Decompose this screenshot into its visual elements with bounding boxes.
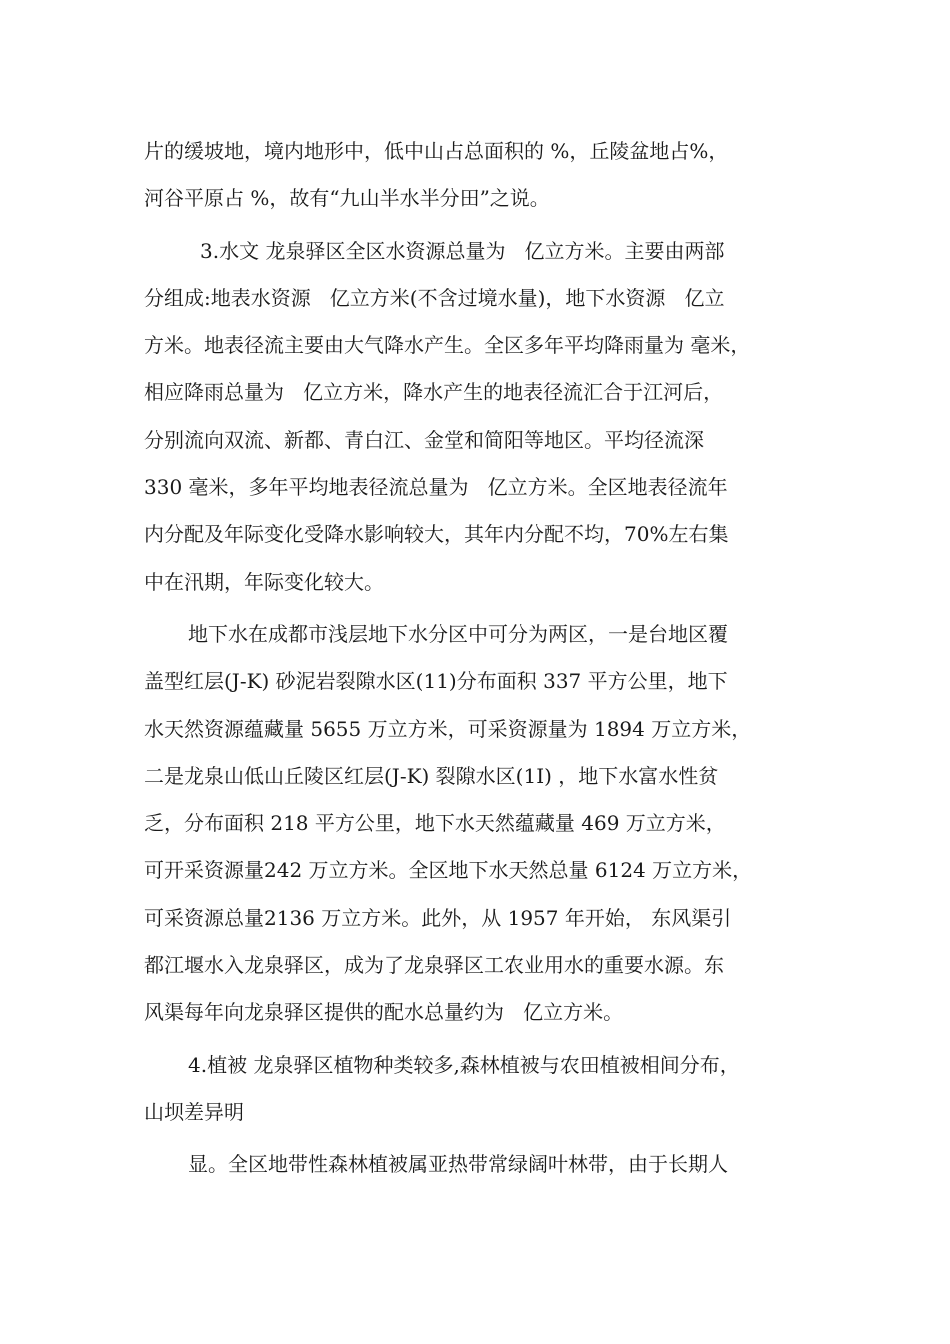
- section-heading-vegetation: 4.植被 龙泉驿区植物种类较多,森林植被与农田植被相间分布，: [188, 1052, 740, 1077]
- paragraph-groundwater: 地下水在成都市浅层地下水分区中可分为两区，一是台地区覆: [188, 621, 728, 646]
- text-line: 都江堰水入龙泉驿区，成为了龙泉驿区工农业用水的重要水源。东: [144, 953, 724, 978]
- text-line: 方米。地表径流主要由大气降水产生。全区多年平均降雨量为 毫米，: [144, 333, 751, 358]
- document-body: [144, 128, 824, 1189]
- text-line: 盖型红层(J-K) 砂泥岩裂隙水区(11)分布面积 337 平方公里，地下: [144, 669, 728, 694]
- text-line: 分别流向双流、新都、青白江、金堂和简阳等地区。平均径流深: [144, 427, 704, 452]
- section-heading-hydrology: 3.水文 龙泉驿区全区水资源总量为 亿立方米。主要由两部: [200, 238, 725, 263]
- text-line: 中在汛期，年际变化较大。: [144, 569, 384, 594]
- text-line: 可开采资源量242 万立方米。全区地下水天然总量 6124 万立方米，: [144, 858, 753, 883]
- text-line: 水天然资源蕴藏量 5655 万立方米，可采资源量为 1894 万立方米，: [144, 716, 752, 741]
- text-line: 乏，分布面积 218 平方公里，地下水天然蕴藏量 469 万立方米，: [144, 811, 726, 836]
- text-line: 330 毫米，多年平均地表径流总量为 亿立方米。全区地表径流年: [144, 475, 728, 500]
- text-line: 内分配及年际变化受降水影响较大，其年内分配不均，70%左右集: [144, 522, 729, 547]
- text-line: 分组成:地表水资源 亿立方米(不含过境水量)，地下水资源 亿立: [144, 285, 725, 310]
- text-line: 显。全区地带性森林植被属亚热带常绿阔叶林带，由于长期人: [188, 1152, 728, 1177]
- text-line: 可采资源总量2136 万立方米。此外，从 1957 年开始， 东风渠引: [144, 905, 732, 930]
- text-line: 风渠每年向龙泉驿区提供的配水总量约为 亿立方米。: [144, 1000, 624, 1025]
- text-line: 山坝差异明: [144, 1099, 244, 1124]
- text-line: 二是龙泉山低山丘陵区红层(J-K) 裂隙水区(1I) ，地下水富水性贫: [144, 763, 719, 788]
- text-line: 相应降雨总量为 亿立方米，降水产生的地表径流汇合于江河后，: [144, 380, 724, 405]
- text-line: 片的缓坡地，境内地形中，低中山占总面积的 %，丘陵盆地占%，: [144, 139, 729, 163]
- text-line: 河谷平原占 %，故有“九山半水半分田”之说。: [144, 186, 550, 211]
